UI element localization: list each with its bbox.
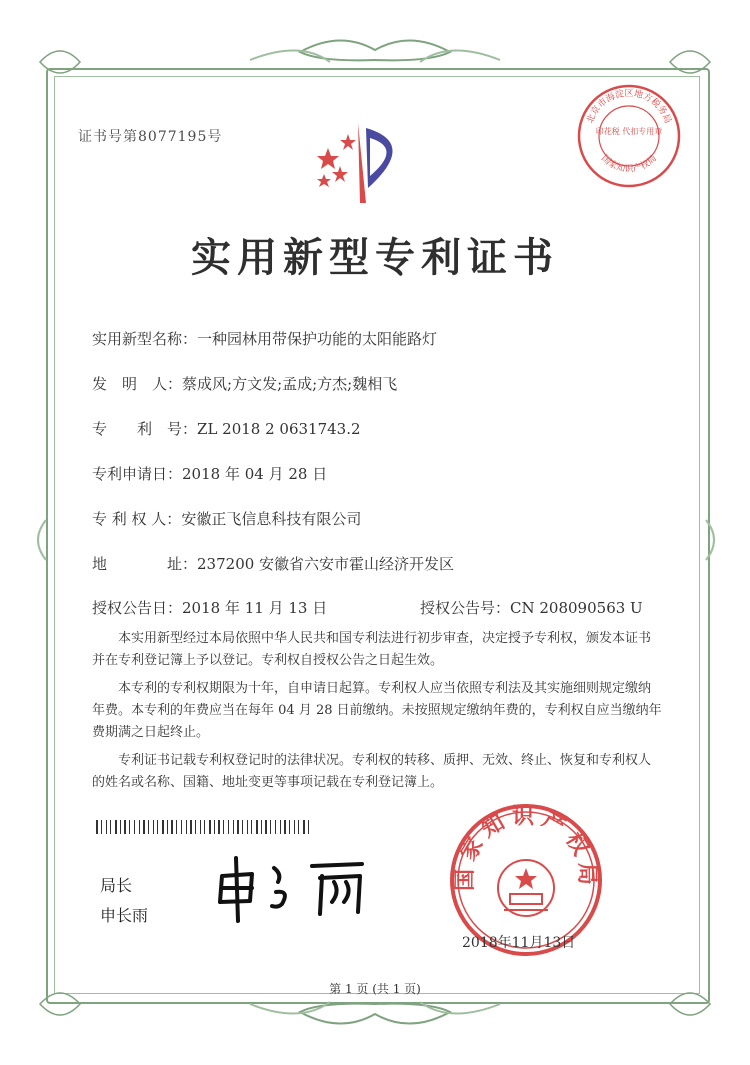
field-value: 237200 安徽省六安市霍山经济开发区	[197, 555, 455, 573]
field-grant-number	[420, 597, 643, 618]
barcode-bar	[190, 820, 192, 834]
barcode-bar	[284, 820, 286, 834]
barcode-bar	[265, 820, 267, 834]
barcode-bar	[106, 820, 107, 834]
field-label: 发 明 人：	[92, 375, 183, 393]
director-signature-icon	[212, 846, 382, 926]
barcode-bar	[256, 820, 258, 834]
patent-office-logo-icon	[308, 118, 428, 208]
barcode-bar	[171, 820, 173, 834]
field-label: 地 址：	[92, 555, 198, 573]
director-title: 局长	[100, 876, 133, 895]
barcode-bar	[143, 820, 145, 834]
seal-inner-text: 印花税 代扣专用章	[595, 127, 663, 136]
barcode-bar	[280, 820, 281, 834]
field-label: 专利申请日：	[92, 465, 183, 483]
seal-bottom-text: 国家知识产权局	[599, 153, 659, 175]
barcode-bar	[218, 820, 220, 834]
barcode-bar	[176, 820, 177, 834]
barcode-bar	[214, 820, 215, 834]
barcode-bar	[270, 820, 271, 834]
barcode-bar	[223, 820, 224, 834]
barcode-bar	[96, 820, 98, 834]
barcode-bar	[139, 820, 140, 834]
barcode-bar	[242, 820, 243, 834]
issue-date: 2018年11月13日	[462, 935, 576, 951]
barcode-bar	[195, 820, 196, 834]
barcode-bar	[200, 820, 201, 834]
field-grant-date	[92, 597, 327, 618]
barcode-bar	[303, 820, 305, 834]
barcode-bar	[247, 820, 248, 834]
field-inventors	[92, 373, 397, 394]
barcode-bar	[110, 820, 111, 834]
certificate-title: 实用新型专利证书	[191, 234, 559, 281]
barcode-bar	[251, 820, 252, 834]
barcode-bar	[233, 820, 234, 834]
field-label: 授权公告日：	[92, 599, 183, 617]
barcode-bar	[289, 820, 290, 834]
barcode-bar	[124, 820, 126, 834]
barcode-bar	[167, 820, 168, 834]
barcode-bar	[186, 820, 187, 834]
field-value: 2018 年 04 月 28 日	[182, 465, 328, 483]
stamp-duty-seal-icon	[575, 82, 683, 190]
barcode-bar	[153, 820, 154, 834]
field-patentee	[92, 508, 361, 529]
barcode-bar	[275, 820, 276, 834]
seal-text: 国家知识产权局	[451, 803, 601, 892]
barcode-bar	[162, 820, 164, 834]
director-name: 申长雨	[100, 906, 149, 925]
barcode-bar	[129, 820, 130, 834]
field-address	[92, 553, 454, 574]
barcode-bar	[294, 820, 295, 834]
barcode-bar	[209, 820, 211, 834]
field-label: 专 利 号：	[92, 420, 198, 438]
field-utility-model-name	[92, 328, 437, 349]
certificate-number: 证书号第8077195号	[78, 129, 223, 145]
field-value: 蔡成风;方文发;孟成;方杰;魏相飞	[182, 375, 398, 393]
field-label: 专 利 权 人：	[92, 510, 182, 528]
seal-top-text: 北京市海淀区地方税务局	[585, 88, 673, 125]
field-value: ZL 2018 2 0631743.2	[197, 420, 361, 438]
barcode-bar	[228, 820, 229, 834]
statement-paragraph: 专利证书记载专利权登记时的法律状况。专利权的转移、质押、无效、终止、恢复和专利权人的姓名或名称、国籍、地址变更等事项记载在专利登记簿上。	[92, 753, 652, 790]
barcode-bar	[308, 820, 309, 834]
barcode-bar	[148, 820, 149, 834]
certificate-statement	[92, 628, 662, 800]
barcode-bar	[115, 820, 117, 834]
barcode-bar	[298, 820, 299, 834]
field-label: 授权公告号：	[420, 599, 511, 617]
statement-paragraph: 本专利的专利权期限为十年，自申请日起算。专利权人应当依照专利法及其实施细则规定缴纳年费。本专利的年费应当在每年 04 月 28 日前缴纳。未按照规定缴纳年费的，专利权自应当缴纳年费期满之日起终止。	[92, 681, 662, 740]
field-value: CN 208090563 U	[510, 599, 643, 617]
barcode-bar	[237, 820, 239, 834]
field-value: 一种园林用带保护功能的太阳能路灯	[197, 330, 438, 348]
barcode-bar	[261, 820, 262, 834]
barcode-bar	[120, 820, 121, 834]
barcode-bar	[204, 820, 205, 834]
page-number: 第 1 页 (共 1 页)	[329, 982, 421, 996]
barcode-bar	[101, 820, 102, 834]
field-patent-number	[92, 418, 361, 439]
barcode-bar	[181, 820, 182, 834]
barcode-bar	[134, 820, 135, 834]
field-value: 2018 年 11 月 13 日	[182, 599, 328, 617]
barcode-icon	[96, 820, 314, 834]
barcode-bar	[157, 820, 158, 834]
svg-text:国家知识产权局	[599, 153, 659, 175]
field-value: 安徽正飞信息科技有限公司	[181, 510, 362, 528]
field-application-date	[92, 463, 327, 484]
field-label: 实用新型名称：	[92, 330, 198, 348]
statement-paragraph: 本实用新型经过本局依照中华人民共和国专利法进行初步审查，决定授予专利权，颁发本证书并在专利登记簿上予以登记。专利权自授权公告之日起生效。	[92, 631, 652, 668]
